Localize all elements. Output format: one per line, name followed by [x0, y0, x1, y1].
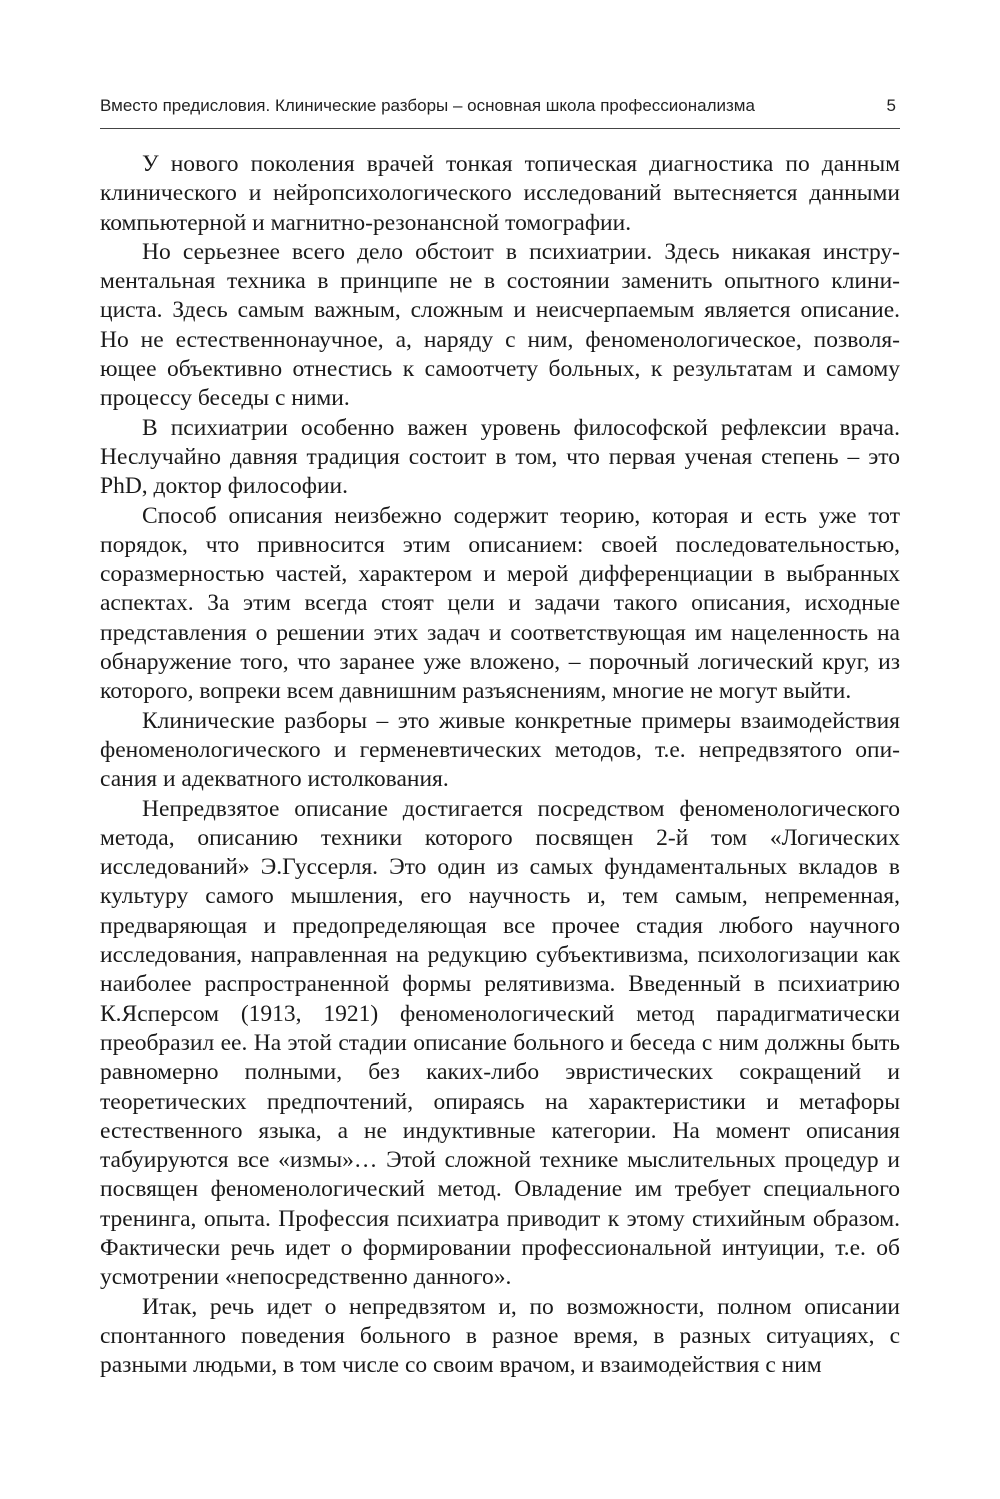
body-text [100, 150, 900, 1380]
paragraph: В психиатрии особенно важен уровень философской рефлексии врача. Неслучайно давняя традиция состоит в том, что первая ученая степень – это PhD, доктор философии. [100, 414, 900, 500]
paragraph: Способ описания неизбежно содержит теорию, которая и есть уже тот порядок, что привносится этим описанием: своей последовательностью, соразмерностью частей, характером и мерой дифференциации в выбранных аспектах. За этим всегда стоят цели и задачи такого описания, исходные представления о решении этих задач и соответствующая им нацеленность на обнаружение того, что заранее уже вложено, – порочный логический круг, из которого, вопреки всем давнишним разъяснениям, многие не могут выйти. [100, 502, 900, 705]
paragraph: У нового поколения врачей тонкая топическая диагностика по данным клинического и нейропсихологического исследований вытесняется данными компьютерной и магнитно-резонансной томографии. [100, 151, 900, 236]
running-header-title: Вместо предисловия. Клинические разборы – основная школа профессионализма [100, 96, 755, 115]
paragraph: Итак, речь идет о непредвзятом и, по возможности, полном описании спонтанного поведения больного в разное время, в разных ситуациях, с разными людьми, в том числе со своим врачом, и взаимодействия с ним [100, 1293, 900, 1379]
paragraph: Непредвзятое описание достигается посредством феноменологического метода, описанию техники которого посвящен 2-й том «Логических исследований» Э.Гуссерля. Это один из самых фундаментальных вкладов в культуру самого мышления, его научность и, тем самым, непременная, предваряющая и предопределяющая все прочее стадия любого научного исследования, направленная на редукцию субъективизма, психологизации как наиболее распространенной формы релятивизма. Введенный в психиатрию К.Ясперсом (1913, 1921) феноменологический метод парадигматически преобразил ее. На этой стадии описание больного и беседа с ним должны быть равномерно полными, без каких-либо эвристических сокращений и теоретических предпочтений, опираясь на характеристики и метафоры естественного языка, а не индуктивные категории. На момент описания табуируются все «измы»… Этой сложной технике мыслительных процедур и посвящен феноменологический метод. Овладение им требует специального тренинга, опыта. Профессия психиатра приводит к этому стихийным образом. Фактически речь идет о формировании профессиональной интуиции, т.е. об усмотрении «непосредственно данного». [100, 795, 900, 1291]
paragraph: Клинические разборы – это живые конкретные примеры взаимодействия феноменологического и герменевтических методов, т.е. непредвзятого описания и адекватного истолкования. [100, 707, 900, 793]
running-header [100, 94, 900, 129]
page-number: 5 [886, 96, 896, 115]
paragraph: Но серьезнее всего дело обстоит в психиатрии. Здесь никакая инструментальная техника в принципе не в состоянии заменить опытного клинициста. Здесь самым важным, сложным и неисчерпаемым является описание. Но не естественнонаучное, а, наряду с ним, феноменологическое, позволяющее объективно отнестись к самоотчету больных, к результатам и самому процессу беседы с ними. [100, 238, 900, 412]
